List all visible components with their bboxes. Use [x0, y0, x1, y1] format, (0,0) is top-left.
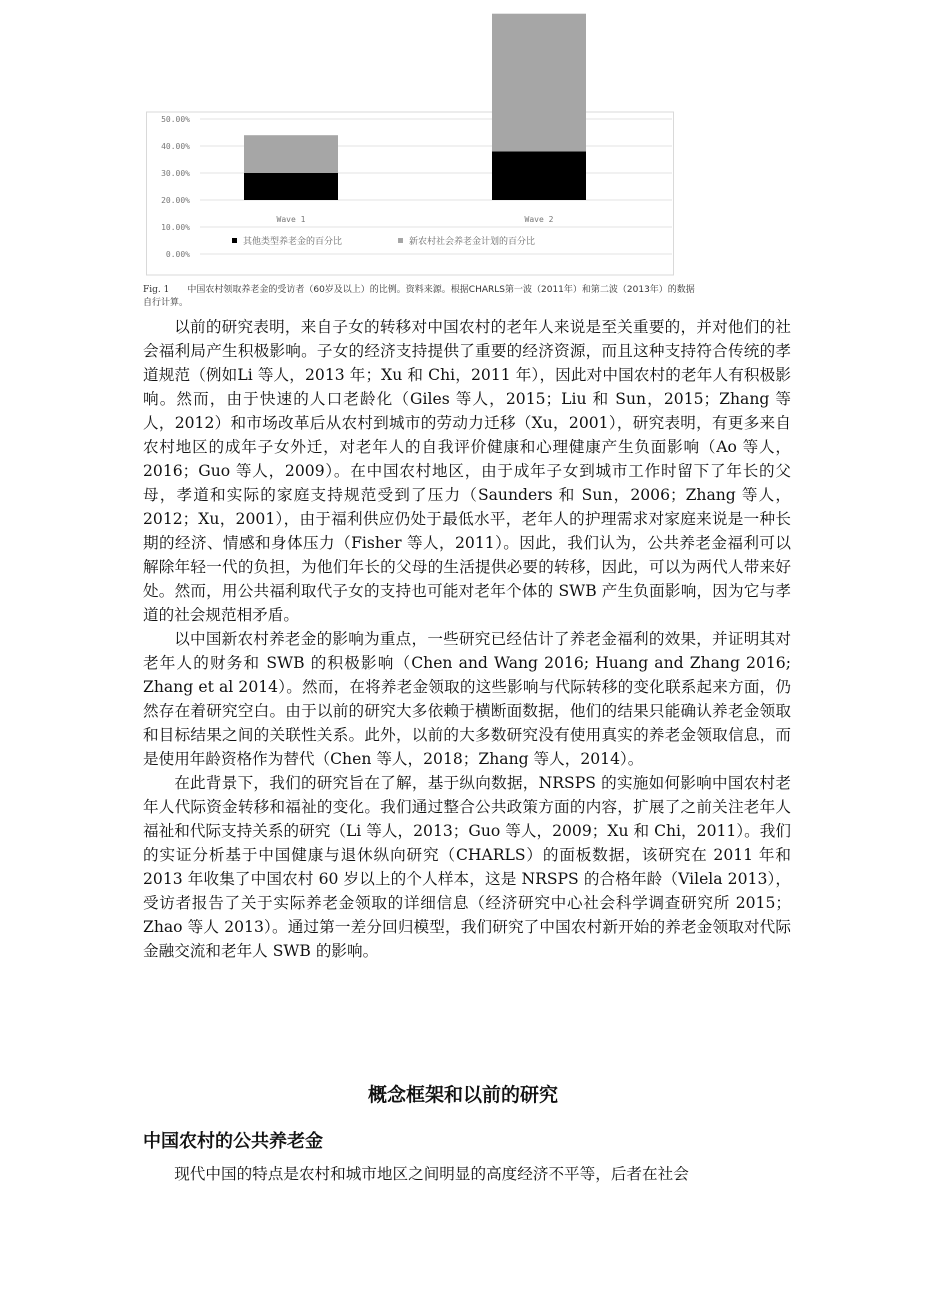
y-tick-label: 40.00%	[161, 142, 190, 151]
x-tick-label: Wave 1	[276, 215, 306, 224]
bar-segment	[492, 151, 586, 200]
subsection-heading: 中国农村的公共养老金	[143, 1131, 323, 1152]
body-text	[143, 315, 791, 963]
y-tick-label: 30.00%	[161, 169, 190, 178]
figure-caption	[143, 284, 703, 310]
y-tick-label: 10.00%	[161, 223, 190, 232]
y-tick-label: 0.00%	[165, 250, 190, 259]
paragraph-2: 以中国新农村养老金的影响为重点，一些研究已经估计了养老金福利的效果，并证明其对老年人的财务和 SWB 的积极影响（Chen and Wang 2016; Huang and Zhang 2016; Zhang et al 2014）。然而，在将养老金领取的这些影响与代际转移的变化联系起来方面，仍然存在着研究空白。由于以前的研究大多依赖于横断面数据，他们的结果只能确认养老金领取和目标结果之间的关联性关系。此外，以前的大多数研究没有使用真实的养老金领取信息，而是使用年龄资格作为替代（Chen 等人，2018；Zhang 等人，2014）。	[143, 630, 791, 768]
bar-segment	[492, 14, 586, 152]
section-heading: 概念框架和以前的研究	[367, 1084, 558, 1106]
legend-label: 新农村社会养老金计划的百分比	[409, 237, 536, 247]
bar-segment	[244, 135, 338, 173]
paragraph-1: 以前的研究表明，来自子女的转移对中国农村的老年人来说是至关重要的，并对他们的社会福利局产生积极影响。子女的经济支持提供了重要的经济资源，而且这种支持符合传统的孝道规范（例如Li 等人，2013 年；Xu 和 Chi，2011 年），因此对中国农村的老年人有积极影响。然而，由于快速的人口老龄化（Giles 等人，2015；Liu 和 Sun，2015；Zhang 等人，2012）和市场改革后从农村到城市的劳动力迁移（Xu，2001），研究表明，有更多来自农村地区的成年子女外迁，对老年人的自我评价健康和心理健康产生负面影响（Ao 等人，2016；Guo 等人，2009）。在中国农村地区，由于成年子女到城市工作时留下了年长的父母，孝道和实际的家庭支持规范受到了压力（Saunders 和 Sun，2006；Zhang 等人，2012；Xu，2001），由于福利供应仍处于最低水平，老年人的护理需求对家庭来说是一种长期的经济、情感和身体压力（Fisher 等人，2011）。因此，我们认为，公共养老金福利可以解除年轻一代的负担，为他们年长的父母的生活提供必要的转移，因此，可以为两代人带来好处。然而，用公共福利取代子女的支持也可能对老年个体的 SWB 产生负面影响，因为它与孝道的社会规范相矛盾。	[143, 318, 791, 624]
stacked-bar-chart	[146, 10, 674, 278]
caption-text: 中国农村领取养老金的受访者（60岁及以上）的比例。资料来源。根据CHARLS第一波（2011年）和第二波（2013年）的数据自行计算。	[143, 285, 695, 308]
bar-segment	[244, 173, 338, 200]
paragraph-3: 在此背景下，我们的研究旨在了解，基于纵向数据，NRSPS 的实施如何影响中国农村老年人代际资金转移和福祉的变化。我们通过整合公共政策方面的内容，扩展了之前关注老年人福祉和代际支持关系的研究（Li 等人，2013；Guo 等人，2009；Xu 和 Chi，2011）。我们的实证分析基于中国健康与退休纵向研究（CHARLS）的面板数据，该研究在 2011 年和 2013 年收集了中国农村 60 岁以上的个人样本，这是 NRSPS 的合格年龄（Vilela 2013），受访者报告了关于实际养老金领取的详细信息（经济研究中心社会科学调查研究所 2015；Zhao 等人 2013）。通过第一差分回归模型，我们研究了中国农村新开始的养老金领取对代际金融交流和老年人 SWB 的影响。	[143, 774, 791, 960]
paragraph-4: 现代中国的特点是农村和城市地区之间明显的高度经济不平等，后者在社会	[174, 1165, 689, 1183]
figure-label: Fig. 1	[143, 285, 170, 295]
y-tick-label: 20.00%	[161, 196, 190, 205]
x-tick-label: Wave 2	[524, 215, 554, 224]
legend-swatch	[398, 238, 403, 243]
y-tick-label: 50.00%	[161, 115, 190, 124]
legend-label: 其他类型养老金的百分比	[243, 237, 343, 247]
chart-frame	[147, 112, 674, 275]
figure-1-chart	[146, 10, 674, 278]
legend-swatch	[232, 238, 237, 243]
